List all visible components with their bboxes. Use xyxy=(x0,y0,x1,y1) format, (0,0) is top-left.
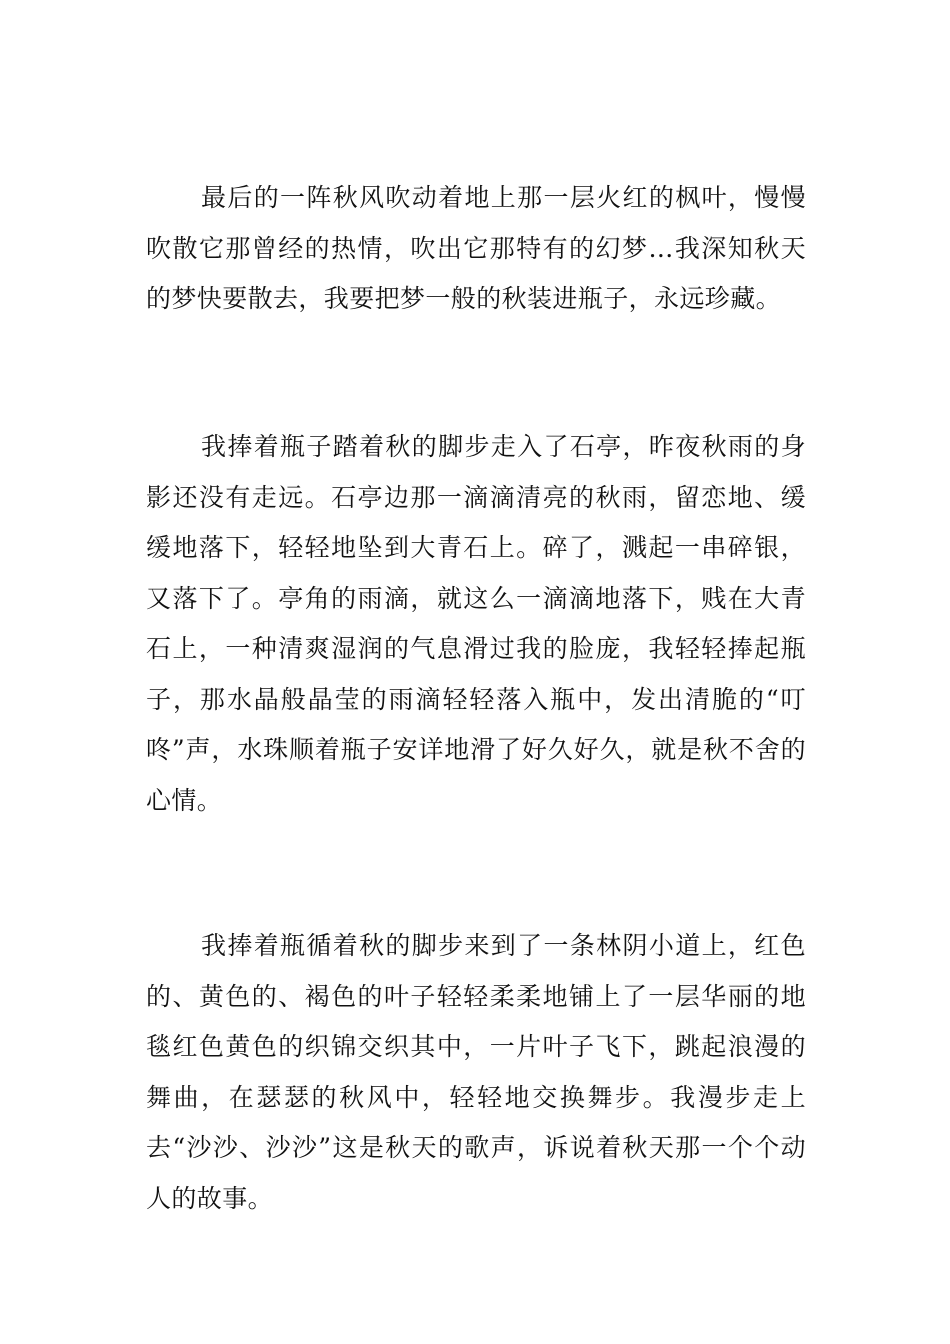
paragraph-3: 我捧着瓶循着秋的脚步来到了一条林阴小道上，红色的、黄色的、褐色的叶子轻轻柔柔地铺上了一层华丽的地毯红色黄色的织锦交织其中，一片叶子飞下，跳起浪漫的舞曲，在瑟瑟的秋风中，轻轻地交换舞步。我漫步走上去“沙沙、沙沙”这是秋天的歌声，诉说着秋天那一个个动人的故事。 xyxy=(146,931,806,1213)
paragraph-2: 我捧着瓶子踏着秋的脚步走入了石亭，昨夜秋雨的身影还没有走远。石亭边那一滴滴清亮的秋雨，留恋地、缓缓地落下，轻轻地坠到大青石上。碎了，溅起一串碎银，又落下了。亭角的雨滴，就这么一滴滴地落下，贱在大青石上，一种清爽湿润的气息滑过我的脸庞，我轻轻捧起瓶子，那水晶般晶莹的雨滴轻轻落入瓶中，发出清脆的“叮咚”声，水珠顺着瓶子安详地滑了好久好久，就是秋不舍的心情。 xyxy=(146,432,806,815)
paragraph-1: 最后的一阵秋风吹动着地上那一层火红的枫叶，慢慢吹散它那曾经的热情，吹出它那特有的幻梦…我深知秋天的梦快要散去，我要把梦一般的秋装进瓶子，永远珍藏。 xyxy=(146,183,806,313)
